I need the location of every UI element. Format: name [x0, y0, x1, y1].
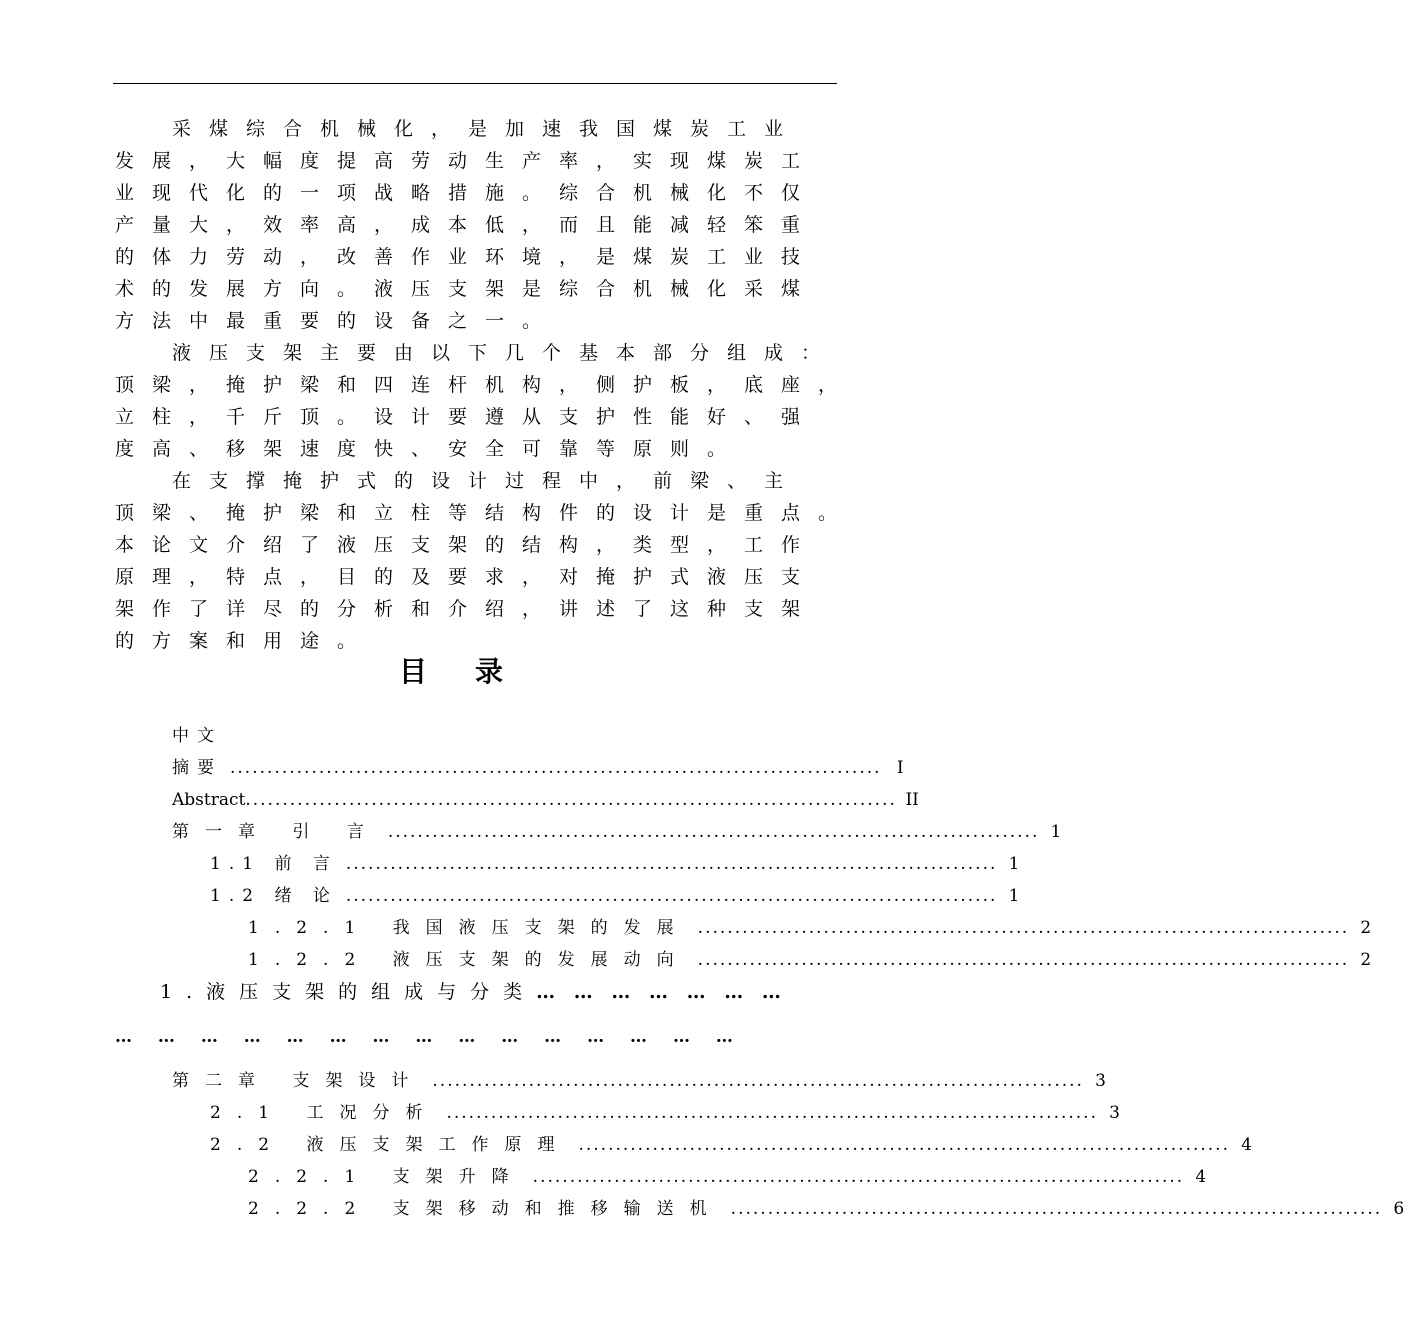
body-line: 本论文介绍了液压支架的结构，类型，工作: [115, 534, 819, 556]
toc-leader-dots: ........................................................................................: [432, 1071, 1084, 1091]
toc-entry[interactable]: [160, 976, 830, 1008]
toc-title: 目录: [398, 655, 551, 688]
body-line: 在支撑掩护式的设计过程中，前梁、主: [172, 470, 802, 492]
body-line: 采煤综合机械化，是加速我国煤炭工业: [172, 118, 802, 140]
toc-entry-page: 2: [1360, 950, 1372, 970]
body-line: 的方案和用途。: [115, 630, 375, 652]
toc-leader-dots: ........................................................................................: [345, 886, 998, 906]
toc-leader-ellipsis: … … … … … … …: [536, 981, 787, 1003]
body-line: 立柱，千斤顶。设计要遵从支护性能好、强: [115, 406, 819, 428]
toc-leader-dots: ........................................................................................: [730, 1199, 1383, 1219]
toc-leader-dots: ........................................................................................: [345, 854, 998, 874]
body-line: 发展，大幅度提高劳动生产率，实现煤炭工: [115, 150, 819, 172]
toc-entry-label: 1.液压支架的组成与分类: [160, 981, 537, 1003]
toc-entry-label: 1.2 绪 论: [210, 886, 338, 906]
toc-entry[interactable]: [172, 1065, 1106, 1097]
body-line: 产量大，效率高，成本低，而且能减轻笨重: [115, 214, 819, 236]
toc-entry[interactable]: [210, 1129, 1252, 1161]
toc-leader-dots: ........................................................................................: [230, 758, 882, 778]
toc-leader-dots: ........................................................................................: [245, 790, 897, 810]
toc-leader-ellipsis: … … … … … … … … … … … … … … …: [115, 1027, 743, 1047]
toc-entry[interactable]: [172, 720, 828, 752]
header-rule: [113, 83, 837, 84]
body-line: 度高、移架速度快、安全可靠等原则。: [115, 438, 745, 460]
body-line: 顶梁，掩护梁和四连杆机构，侧护板，底座，: [115, 374, 856, 396]
body-line: 业现代化的一项战略措施。综合机械化不仅: [115, 182, 819, 204]
toc-entry-page: 4: [1195, 1167, 1207, 1187]
toc-leader-dots: ........................................................................................: [697, 918, 1350, 938]
toc-entry[interactable]: [248, 1161, 1207, 1193]
body-line: 术的发展方向。液压支架是综合机械化采煤: [115, 278, 819, 300]
toc-entry[interactable]: [172, 816, 1062, 848]
body-line: 的体力劳动，改善作业环境，是煤炭工业技: [115, 246, 819, 268]
toc-entry-label: 第二章 支架设计: [172, 1071, 425, 1091]
toc-entry-label: 2.1 工况分析: [210, 1103, 439, 1123]
toc-entry-page: I: [896, 758, 904, 778]
body-line: 顶梁、掩护梁和立柱等结构件的设计是重点。: [115, 502, 856, 524]
toc-entry-page: II: [905, 790, 919, 810]
toc-entry-page: 3: [1109, 1103, 1120, 1123]
toc-entry-page: 1: [1008, 854, 1020, 874]
body-line: 方法中最重要的设备之一。: [115, 310, 560, 332]
body-line: 液压支架主要由以下几个基本部分组成：: [172, 342, 839, 364]
toc-entry-page: 6: [1393, 1199, 1404, 1219]
toc-entry-page: 1: [1008, 886, 1020, 906]
toc-entry-label: 第一章 引 言: [172, 822, 380, 842]
toc-entry-label: 1.1 前 言: [210, 854, 338, 874]
toc-entry[interactable]: [210, 1097, 1120, 1129]
toc-entry-label: 1.2.1 我国液压支架的发展: [248, 918, 690, 938]
toc-leader-dots: ........................................................................................: [446, 1103, 1098, 1123]
toc-leader-dots: ........................................................................................: [387, 822, 1040, 842]
toc-entry-page: 1: [1050, 822, 1062, 842]
toc-entry-page: 3: [1095, 1071, 1106, 1091]
toc-leader-dots: ........................................................................................: [532, 1167, 1185, 1187]
toc-entry-label: 1.2.2 液压支架的发展动向: [248, 950, 690, 970]
toc-entry-label: Abstract: [172, 790, 246, 810]
toc-entry-label: 2.2.2 支架移动和推移输送机: [248, 1199, 723, 1219]
toc-entry[interactable]: [210, 880, 1020, 912]
toc-entry-label: 中文: [172, 726, 222, 746]
toc-entry[interactable]: [248, 944, 1372, 976]
toc-entry-page: 4: [1241, 1135, 1252, 1155]
toc-entry[interactable]: [248, 912, 1372, 944]
toc-entry-page: 2: [1360, 918, 1372, 938]
body-line: 架作了详尽的分析和介绍，讲述了这种支架: [115, 598, 819, 620]
toc-entry-label: 2.2 液压支架工作原理: [210, 1135, 571, 1155]
toc-leader-dots: ........................................................................................: [578, 1135, 1230, 1155]
toc-entry[interactable]: [172, 752, 904, 784]
toc-entry-label: 摘要: [172, 758, 222, 778]
toc-leader-dots: ........................................................................................: [697, 950, 1350, 970]
body-line: 原理，特点，目的及要求，对掩护式液压支: [115, 566, 819, 588]
toc-entry[interactable]: [210, 848, 1020, 880]
toc-entry-label: 2.2.1 支架升降: [248, 1167, 525, 1187]
toc-entry[interactable]: [248, 1193, 1404, 1225]
toc-entry[interactable]: [172, 784, 919, 816]
